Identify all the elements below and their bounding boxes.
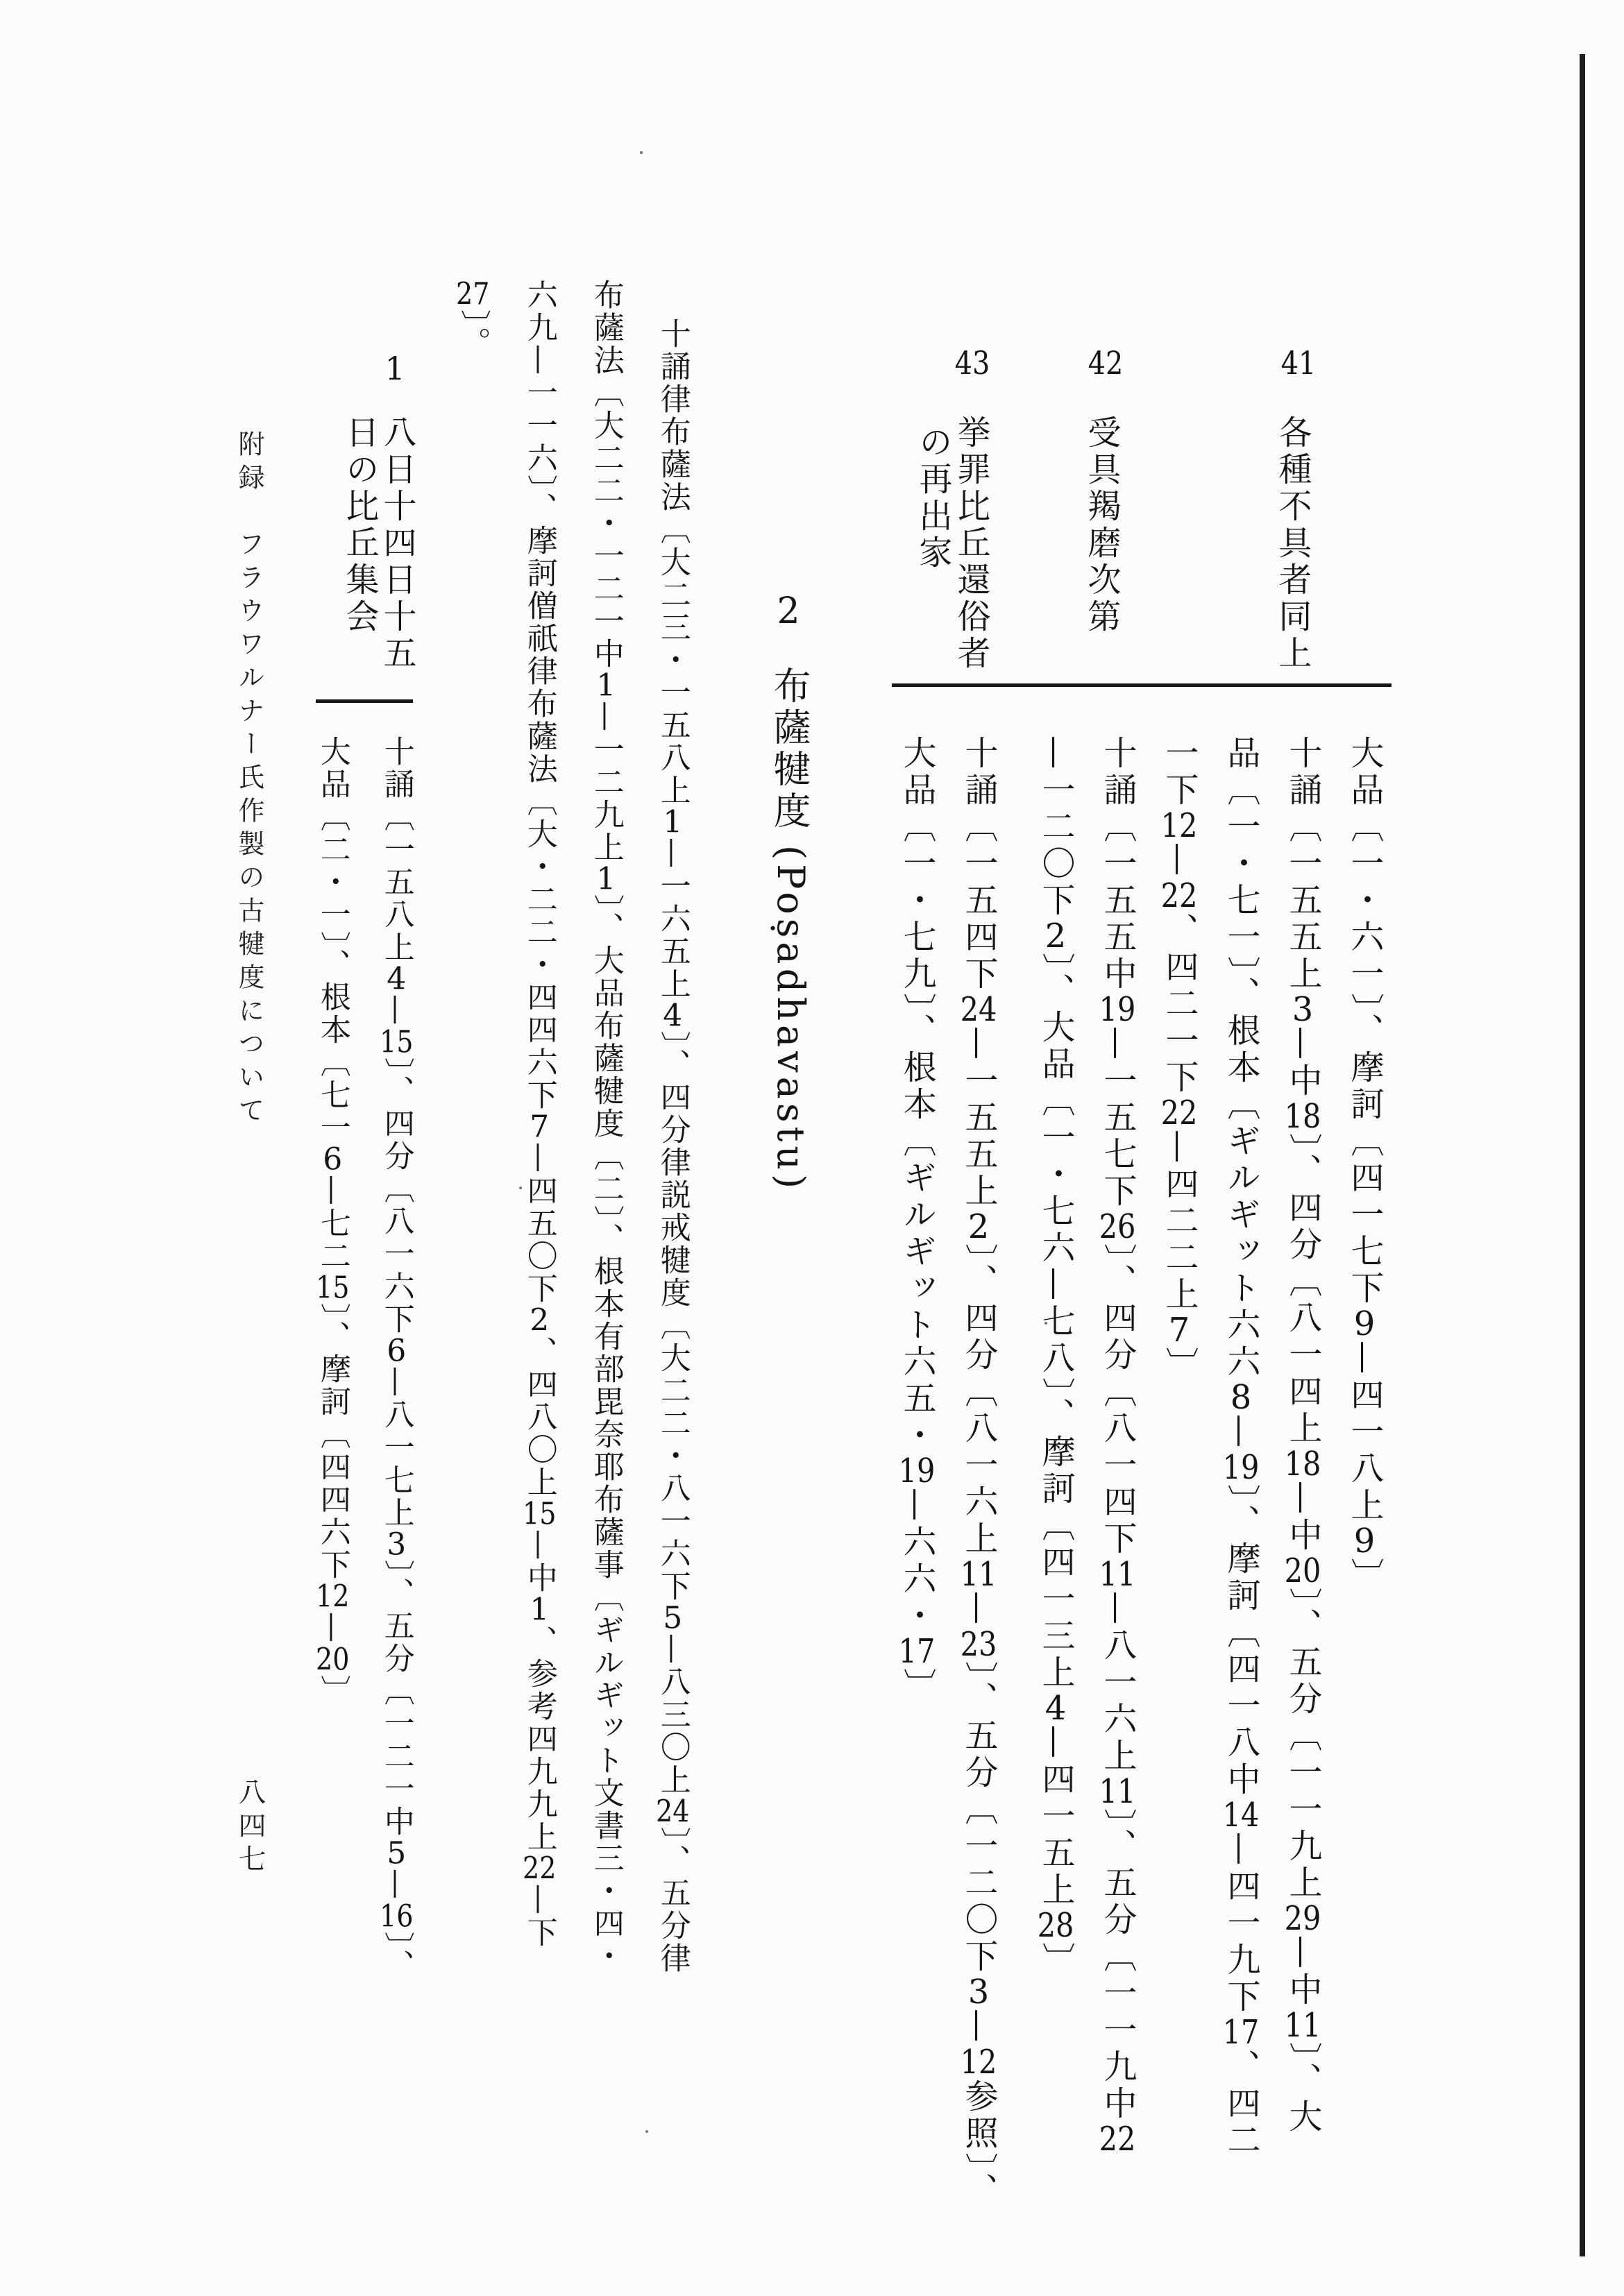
upright-numeral: 20	[1284, 1554, 1321, 1588]
reference-line: 十誦〔一五四下24—一五五上2〕、四分〔八一六上11—23〕、五分〔一二〇下3—12参照〕、	[959, 735, 998, 2209]
upright-numeral: 12	[316, 1581, 350, 1612]
entry-title: の再出家	[913, 425, 952, 572]
upright-numeral: 1	[596, 670, 616, 701]
upright-numeral: 43	[954, 347, 990, 379]
upright-numeral: 24	[960, 993, 997, 1026]
entry-number	[379, 352, 411, 384]
reference-line: 十誦〔一五八上4—15〕、四分〔八一六下6—八一七上3〕、五分〔一二一中5—16〕、	[378, 735, 414, 1982]
chapter-title: 布薩犍度	[768, 666, 811, 833]
upright-numeral: 22	[1160, 879, 1198, 912]
upright-numeral: 6	[323, 1144, 343, 1175]
upright-numeral: 4	[1044, 1692, 1067, 1725]
reference-line: 一下12—22、四二一下22—四二二上7〕	[1160, 735, 1199, 1384]
upright-numeral: 15	[523, 1499, 557, 1529]
upright-numeral: 15	[380, 1027, 414, 1057]
entry-title: 日の比丘集会	[340, 415, 379, 636]
upright-numeral: 19	[898, 1454, 936, 1488]
upright-numeral: 9	[1353, 1524, 1376, 1558]
entry-divider	[316, 699, 413, 703]
entry-number	[956, 347, 988, 379]
entry-title: 受具羯磨次第	[1082, 415, 1121, 636]
upright-numeral: 1	[384, 352, 405, 384]
chapter-number	[770, 593, 806, 629]
paragraph-line: 十誦律布薩法〔大二三・一五八上1—一六五上4〕、四分律説戒犍度〔大二二・八一六下5—八三〇上24〕、五分律	[654, 318, 691, 1975]
upright-numeral: 19	[1222, 1451, 1260, 1484]
binding-edge	[1580, 54, 1585, 2256]
paragraph-line: 六九—一一六〕、摩訶僧祇律布薩法〔大・二二・四四六下7—四五〇下2、四八〇上15—中1、参考四九九上22—下	[521, 279, 557, 1949]
upright-numeral: 2	[1044, 919, 1067, 953]
upright-numeral: 1	[530, 1595, 550, 1625]
upright-numeral: 7	[530, 1112, 550, 1142]
reference-line: 品〔一・七一〕、根本〔ギルギット六六8—19〕、摩訶〔四一八中14—四一九下17、四二	[1221, 735, 1260, 2159]
upright-numeral: 12	[1160, 809, 1198, 842]
upright-numeral: 28	[1037, 1909, 1074, 1942]
page-number: 八四七	[234, 1778, 266, 1878]
upright-numeral: 17	[898, 1635, 936, 1668]
upright-numeral: 23	[960, 1628, 997, 1661]
upright-numeral: 3	[967, 1975, 990, 2009]
entry-divider	[892, 683, 1392, 687]
upright-numeral: 8	[1230, 1381, 1252, 1414]
upright-numeral: 2	[530, 1305, 550, 1336]
entry-title: 挙罪比丘還俗者	[951, 415, 990, 672]
upright-numeral: 15	[316, 1273, 350, 1303]
upright-numeral: 4	[663, 1001, 683, 1031]
upright-numeral: 11	[1284, 2009, 1321, 2042]
upright-numeral: 11	[1099, 1775, 1136, 1808]
upright-numeral: 41	[1280, 347, 1317, 379]
upright-numeral: 27	[456, 279, 490, 309]
upright-numeral: 3	[387, 1529, 407, 1560]
upright-numeral: 9	[1353, 1307, 1376, 1341]
upright-numeral: 42	[1088, 347, 1124, 379]
running-head: 附録 フラウワルナー氏作製の古犍度について	[234, 430, 264, 1130]
paragraph-line: 布薩法〔大二二・一二一中1—一二九上1〕、大品布薩犍度〔二〕、根本有部毘奈耶布薩事〔ギルギット文書三・四・	[588, 279, 624, 1973]
upright-numeral: 26	[1099, 1210, 1136, 1243]
upright-numeral: 5	[663, 1603, 683, 1633]
reference-line: 大品〔一・七九〕、根本〔ギルギット六五・19—六六・17〕	[897, 735, 936, 1705]
upright-numeral: 4	[387, 964, 407, 994]
upright-numeral: 17	[1222, 2016, 1260, 2049]
upright-numeral: 6	[387, 1336, 407, 1366]
upright-numeral: 1	[596, 864, 616, 894]
scan-speck	[645, 2130, 648, 2133]
upright-numeral: 2	[967, 1210, 990, 1243]
reference-line: 大品〔二・一〕、根本〔七一6—七二15〕、摩訶〔四四六下12—20〕	[314, 735, 350, 1708]
reference-line: —一二〇下2〕、大品〔一・七六—七八〕、摩訶〔四一三上4—四一五上28〕	[1036, 735, 1075, 1979]
upright-numeral: 22	[1099, 2123, 1136, 2156]
upright-numeral: 1	[663, 807, 683, 837]
entry-title: 各種不具者同上	[1273, 415, 1312, 672]
upright-numeral: 12	[960, 2046, 997, 2079]
paragraph-line: 27〕。	[455, 279, 491, 359]
scan-speck	[640, 151, 643, 154]
entry-number	[1090, 347, 1122, 379]
upright-numeral: 22	[1160, 1096, 1198, 1130]
upright-numeral: 29	[1284, 1902, 1321, 1935]
upright-numeral: 18	[1284, 1447, 1321, 1481]
upright-numeral: 16	[380, 1901, 414, 1932]
upright-numeral: 11	[960, 1558, 997, 1591]
upright-numeral: 11	[1099, 1558, 1136, 1591]
upright-numeral: 5	[387, 1838, 407, 1869]
upright-numeral: 3	[1292, 993, 1314, 1026]
upright-numeral: 20	[316, 1644, 350, 1675]
upright-numeral: 24	[656, 1796, 690, 1827]
upright-numeral: 7	[1168, 1313, 1190, 1347]
upright-numeral: 19	[1099, 993, 1136, 1026]
reference-line: 十誦〔一五五中19—一五七下26〕、四分〔八一四下11—八一六上11〕、五分〔一一九中22	[1098, 735, 1137, 2156]
reference-line: 大品〔一・六一〕、摩訶〔四一七下9—四一八上9〕	[1345, 735, 1384, 1595]
upright-numeral: 2	[777, 593, 800, 629]
upright-numeral: 14	[1222, 1798, 1260, 1832]
reference-line: 十誦〔一五五上3—中18〕、四分〔八一四上18—中20〕、五分〔一一九上29—中11〕、大	[1283, 735, 1322, 2136]
chapter-subtitle: (Poṣadhavastu)	[769, 845, 813, 1193]
upright-numeral: 22	[523, 1853, 557, 1884]
entry-number	[1280, 347, 1317, 379]
upright-numeral: 18	[1284, 1100, 1321, 1133]
entry-title: 八日十四日十五	[378, 415, 416, 672]
